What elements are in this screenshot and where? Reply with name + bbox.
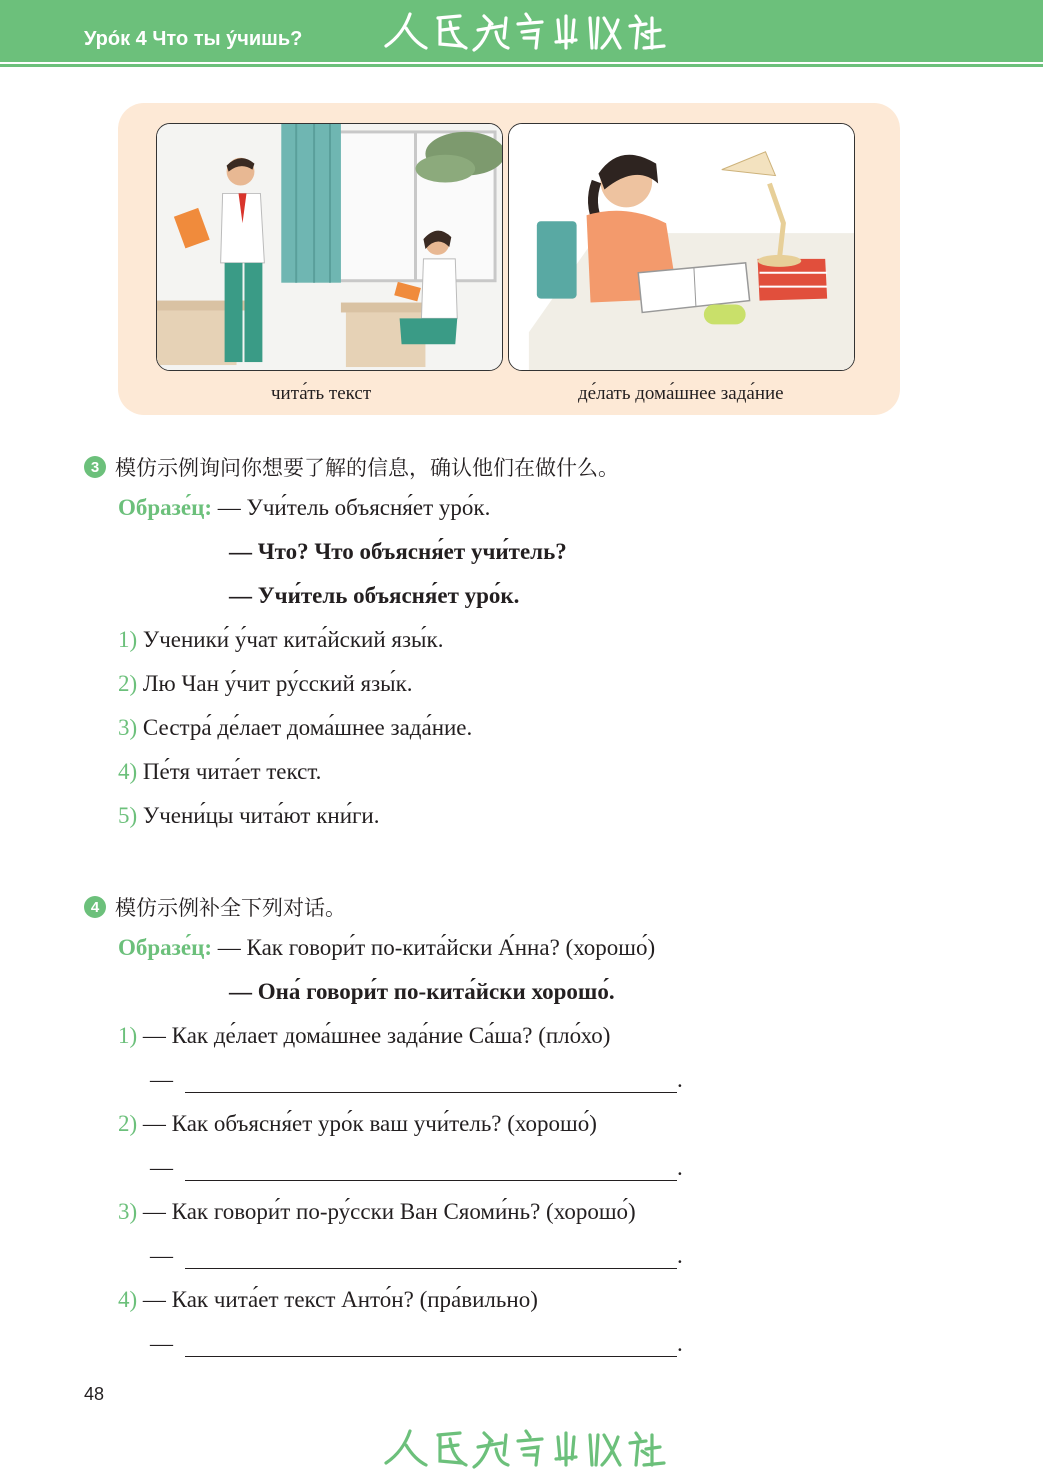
task-4-item-question: 4) — Как чита́ет текст Анто́н? (пра́вильно) xyxy=(118,1287,538,1312)
task-4-number: 4 xyxy=(84,896,106,918)
task-4-item-question: 2) — Как объясня́ет уро́к ваш учи́тель? (хорошо́) xyxy=(118,1111,597,1136)
page-number: 48 xyxy=(84,1384,105,1404)
task-3-heading xyxy=(84,452,619,482)
answer-period: . xyxy=(677,1331,683,1356)
publisher-logo xyxy=(380,1425,670,1469)
answer-period: . xyxy=(677,1067,683,1092)
answer-dash: — xyxy=(150,1331,173,1356)
task-3-item: 1) Ученики́ у́чат кита́йский язы́к. xyxy=(118,627,444,652)
task-4-heading xyxy=(84,892,346,922)
task-3-sample-line-1: Образе́ц: — Учи́тель объясня́ет уро́к. xyxy=(118,495,491,520)
answer-period: . xyxy=(677,1155,683,1180)
answer-blank-line[interactable] xyxy=(185,1092,677,1093)
task-4-sample-label: Образе́ц: xyxy=(118,935,213,960)
task-3-sample-line-2: — Что? Что объясня́ет учи́тель? xyxy=(229,539,567,564)
task-4-sample-line-2: — Она́ говори́т по-кита́йски хорошо́. xyxy=(229,979,615,1004)
publisher-logo xyxy=(380,8,670,52)
answer-blank-line[interactable] xyxy=(185,1180,677,1181)
answer-blank-line[interactable] xyxy=(185,1356,677,1357)
task-3-number: 3 xyxy=(84,456,106,478)
answer-dash: — xyxy=(150,1155,173,1180)
task-4-instruction: 模仿示例补全下列对话。 xyxy=(115,896,346,920)
caption-doing-homework: де́лать дома́шнее зада́ние xyxy=(578,383,784,404)
task-3-item: 3) Сестра́ де́лает дома́шнее зада́ние. xyxy=(118,715,473,740)
answer-dash: — xyxy=(150,1067,173,1092)
lesson-title: Уро́к 4 Что ты у́чишь? xyxy=(84,28,303,50)
illustration-reading-text xyxy=(156,123,503,371)
task-4-item-question: 1) — Как де́лает дома́шнее зада́ние Са́ша? (пло́хо) xyxy=(118,1023,611,1048)
answer-period: . xyxy=(677,1243,683,1268)
task-3-item: 2) Лю Чан у́чит ру́сский язы́к. xyxy=(118,671,413,696)
task-3-sample-label: Образе́ц: xyxy=(118,495,213,520)
task-3-item: 5) Учени́цы чита́ют кни́ги. xyxy=(118,803,380,828)
task-4-sample-line-1: Образе́ц: — Как говори́т по-кита́йски А́нна? (хорошо́) xyxy=(118,935,656,960)
answer-dash: — xyxy=(150,1243,173,1268)
task-4-item-question: 3) — Как говори́т по-ру́сски Ван Сяоми́нь? (хорошо́) xyxy=(118,1199,636,1224)
task-3-sample-line-3: — Учи́тель объясня́ет уро́к. xyxy=(229,583,520,608)
header-rule xyxy=(0,64,1043,67)
task-3-instruction: 模仿示例询问你想要了解的信息，确认他们在做什么。 xyxy=(115,456,619,480)
caption-reading-text: чита́ть текст xyxy=(271,383,372,404)
illustration-doing-homework xyxy=(508,123,855,371)
task-3-item: 4) Пе́тя чита́ет текст. xyxy=(118,759,322,784)
answer-blank-line[interactable] xyxy=(185,1268,677,1269)
